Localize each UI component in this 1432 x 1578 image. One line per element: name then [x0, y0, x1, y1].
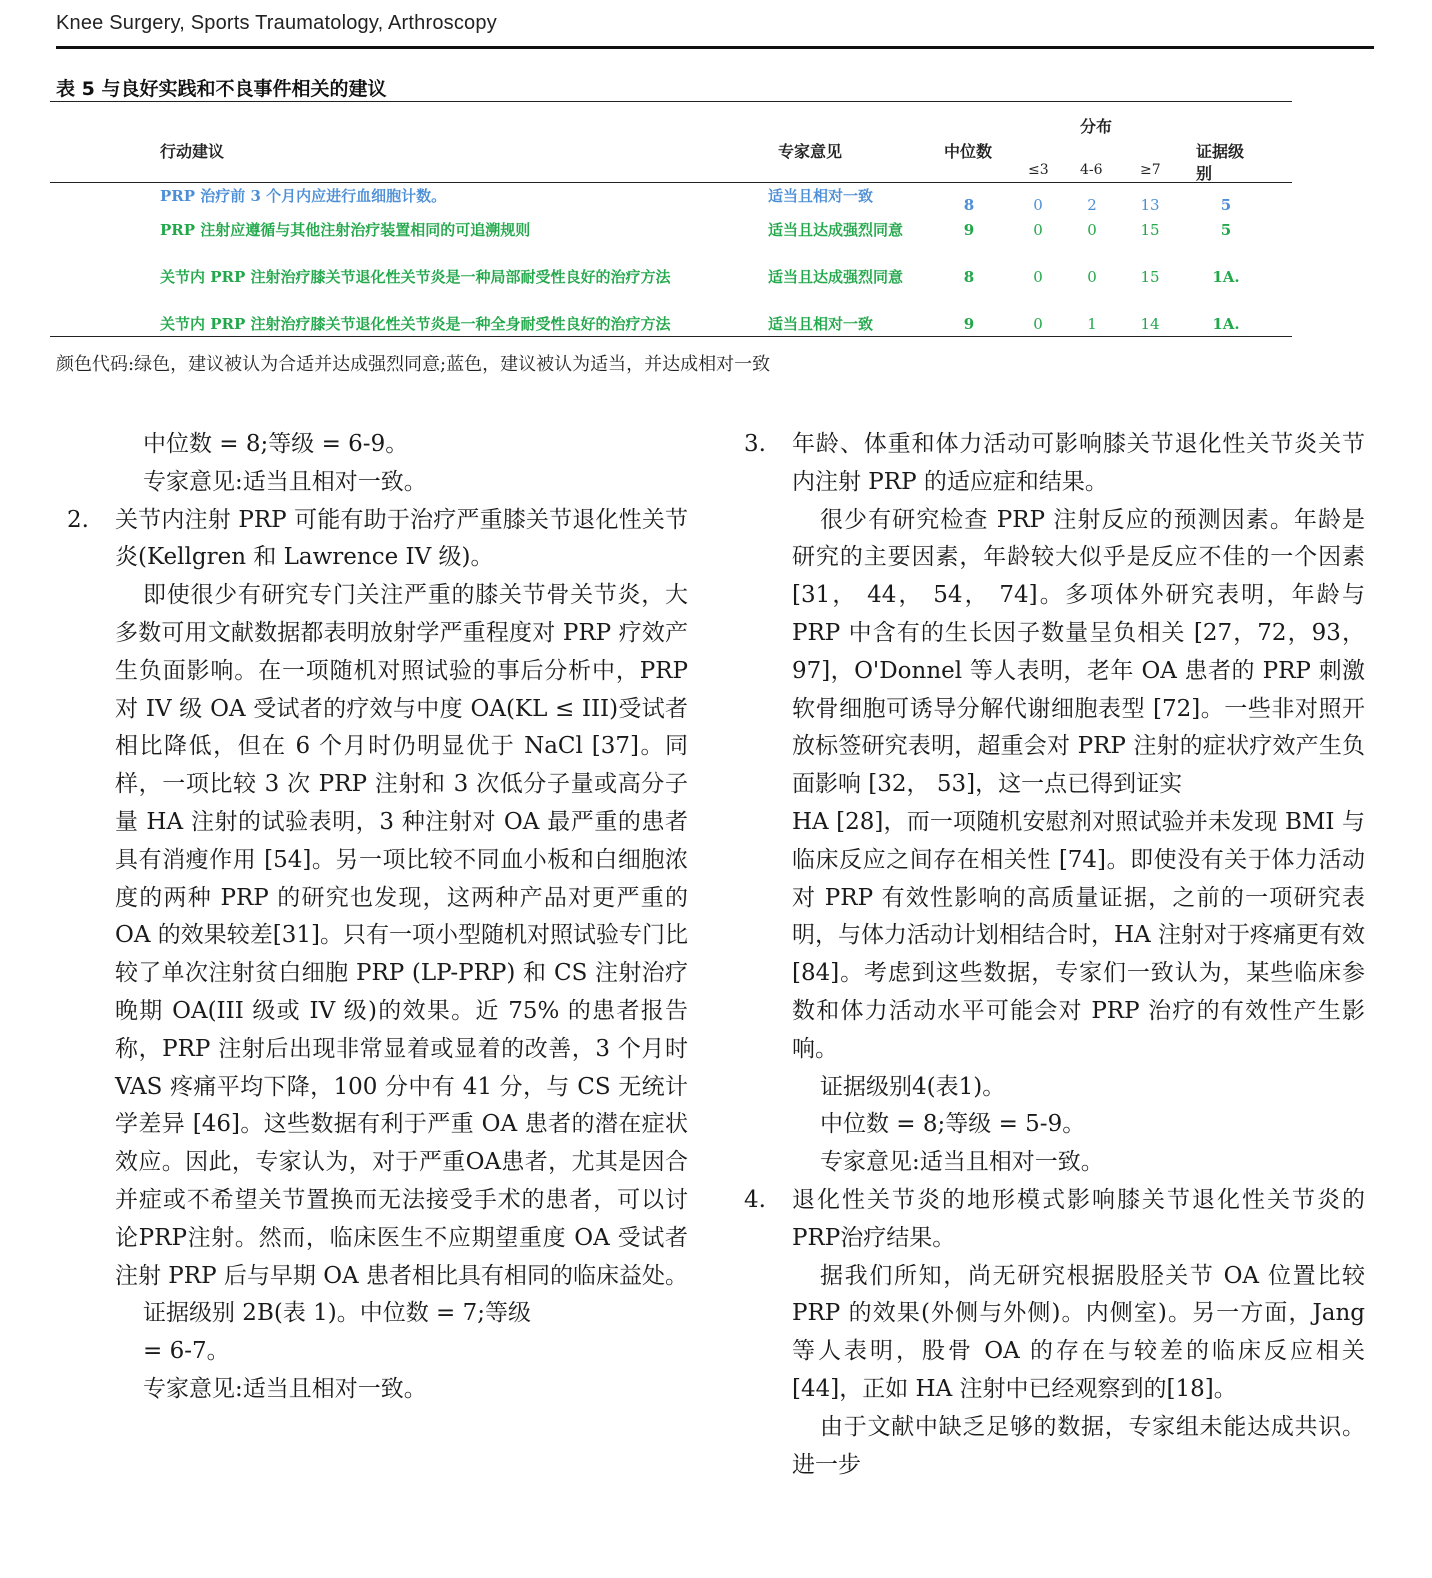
- body-paragraph: 即使很少有研究专门关注严重的膝关节骨关节炎，大多数可用文献数据都表明放射学严重程度对 PRP 疗效产生负面影响。在一项随机对照试验的事后分析中，PRP 对 IV 级 OA 受试者的疗效与中度 OA(KL ≤ III)受试者相比降低，但在 6 个月时仍明显优于 NaCl [37]。同样，一项比较 3 次 PRP 注射和 3 次低分子量或高分子量 HA 注射的试验表明，3 种注射对 OA 最严重的患者具有消瘦作用 [54]。另一项比较不同血小板和白细胞浓度的两种 PRP 的研究也发现，这两种产品对更严重的 OA 的效果较差[31]。只有一项小型随机对照试验专门比较了单次注射贫白细胞 PRP (LP-PRP) 和 CS 注射治疗晚期 OA(III 级或 IV 级)的效果。近 75% 的患者报告称，PRP 注射后出现非常显着或显着的改善，3 个月时 VAS 疼痛平均下降，100 分中有 41 分，与 CS 无统计学差异 [46]。这些数据有利于严重 OA 患者的潜在症状效应。因此，专家认为，对于严重OA患者，尤其是因合并症或不希望关节置换而无法接受手术的患者，可以讨论PRP注射。然而，临床医生不应期望重度 OA 受试者注射 PRP 后与早期 OA 患者相比具有相同的临床益处。: [115, 582, 688, 1289]
- header-evidence-1: 证据级: [1196, 142, 1245, 161]
- cell-median: 8: [963, 196, 975, 214]
- cell-recommendation: 关节内 PRP 注射治疗膝关节退化性关节炎是一种局部耐受性良好的治疗方法: [160, 268, 671, 286]
- header-ge7: ≥7: [1140, 162, 1161, 178]
- recommendation-item-2: [67, 502, 688, 578]
- body-paragraph: 由于文献中缺乏足够的数据，专家组未能达成共识。进一步: [792, 1413, 1365, 1478]
- cell-le3: 0: [1033, 315, 1043, 333]
- journal-title: Knee Surgery, Sports Traumatology, Arthroscopy: [56, 12, 497, 34]
- left-column: [67, 426, 688, 1409]
- expert-opinion-line: 专家意见:适当且相对一致。: [143, 1375, 427, 1402]
- median-line: 中位数 = 8;等级 = 5-9。: [820, 1111, 1086, 1138]
- cell-median: 8: [963, 268, 975, 286]
- cell-recommendation: PRP 治疗前 3 个月内应进行血细胞计数。: [160, 187, 447, 205]
- cell-recommendation: PRP 注射应遵循与其他注射治疗装置相同的可追溯规则: [160, 221, 531, 239]
- cell-recommendation: 关节内 PRP 注射治疗膝关节退化性关节炎是一种全身耐受性良好的治疗方法: [160, 315, 671, 333]
- cell-ge7: 15: [1140, 221, 1160, 239]
- right-column: [744, 426, 1365, 1484]
- table-bottom-rule: [50, 336, 1292, 337]
- cell-evidence: 5: [1220, 221, 1232, 239]
- cell-evidence: 5: [1220, 196, 1232, 214]
- cell-opinion: 适当且相对一致: [768, 187, 874, 205]
- header-le3: ≤3: [1028, 162, 1049, 178]
- recommendation-item-4: [744, 1182, 1365, 1258]
- cell-evidence: 1A.: [1212, 315, 1240, 333]
- cell-opinion: 适当且达成强烈同意: [768, 268, 904, 286]
- cell-le3: 0: [1033, 268, 1043, 286]
- table-header-rule: [50, 182, 1292, 183]
- cell-le3: 0: [1033, 221, 1043, 239]
- cell-evidence: 1A.: [1212, 268, 1240, 286]
- grade-line: = 6-7。: [143, 1338, 230, 1365]
- recommendation-item-3: [744, 426, 1365, 502]
- cell-4-6: 2: [1087, 196, 1097, 214]
- table-caption: 颜色代码:绿色，建议被认为合适并达成强烈同意;蓝色，建议被认为适当，并达成相对一致: [56, 354, 771, 375]
- item-number: 3.: [744, 431, 766, 457]
- evidence-line: 证据级别4(表1)。: [820, 1073, 1006, 1100]
- header-4-6: 4-6: [1080, 162, 1103, 178]
- body-paragraph: 据我们所知，尚无研究根据股胫关节 OA 位置比较 PRP 的效果(外侧与外侧)。内侧室)。另一方面，Jang 等人表明，股骨 OA 的存在与较差的临床反应相关[44]，正如 HA 注射中已经观察到的[18]。: [792, 1262, 1365, 1402]
- item-number: 4.: [744, 1186, 766, 1213]
- item-heading: 关节内注射 PRP 可能有助于治疗严重膝关节退化性关节炎(Kellgren 和 Lawrence IV 级)。: [115, 506, 688, 571]
- header-opinion: 专家意见: [778, 142, 843, 161]
- cell-ge7: 14: [1140, 315, 1160, 333]
- cell-ge7: 15: [1140, 268, 1160, 286]
- item-number: 2.: [67, 506, 89, 533]
- expert-opinion-line: 专家意见:适当且相对一致。: [820, 1149, 1104, 1176]
- cell-median: 9: [963, 221, 975, 239]
- item-heading: 年龄、体重和体力活动可影响膝关节退化性关节炎关节内注射 PRP 的适应症和结果。: [792, 431, 1365, 495]
- cell-opinion: 适当且达成强烈同意: [768, 221, 904, 239]
- body-paragraph: HA [28]，而一项随机安慰剂对照试验并未发现 BMI 与临床反应之间存在相关性 [74]。即使没有关于体力活动对 PRP 有效性影响的高质量证据，之前的一项研究表明，与体力活动计划相结合时，HA 注射对于疼痛更有效 [84]。考虑到这些数据，专家们一致认为，某些临床参数和体力活动水平可能会对 PRP 治疗的有效性产生影响。: [792, 808, 1365, 1062]
- cell-opinion: 适当且相对一致: [768, 315, 874, 333]
- expert-opinion-line: 专家意见:适当且相对一致。: [143, 468, 427, 495]
- header-distribution: 分布: [1080, 117, 1113, 136]
- table-top-rule: [50, 101, 1292, 102]
- cell-4-6: 0: [1087, 221, 1097, 239]
- table-title: 表 5 与良好实践和不良事件相关的建议: [56, 78, 387, 100]
- median-line: 中位数 = 8;等级 = 6-9。: [143, 431, 409, 457]
- cell-median: 9: [963, 315, 975, 333]
- running-header: [56, 10, 1374, 49]
- header-median: 中位数: [944, 142, 993, 161]
- item-heading: 退化性关节炎的地形模式影响膝关节退化性关节炎的PRP治疗结果。: [792, 1186, 1365, 1251]
- cell-ge7: 13: [1140, 196, 1160, 214]
- header-recommendation: 行动建议: [160, 142, 225, 161]
- cell-4-6: 0: [1087, 268, 1097, 286]
- header-evidence-2: 别: [1196, 164, 1213, 183]
- cell-4-6: 1: [1087, 315, 1097, 333]
- evidence-line: 证据级别 2B(表 1)。中位数 = 7;等级: [143, 1300, 532, 1327]
- cell-le3: 0: [1033, 196, 1043, 214]
- body-paragraph: 很少有研究检查 PRP 注射反应的预测因素。年龄是研究的主要因素，年龄较大似乎是反应不佳的一个因素[31， 44， 54， 74]。多项体外研究表明，年龄与 PRP 中含有的生长因子数量呈负相关 [27，72，93，97]，O'Donnel 等人表明，老年 OA 患者的 PRP 刺激软骨细胞可诱导分解代谢细胞表型 [72]。一些非对照开放标签研究表明，超重会对 PRP 注射的症状疗效产生负面影响 [32， 53]，这一点已得到证实: [792, 506, 1365, 798]
